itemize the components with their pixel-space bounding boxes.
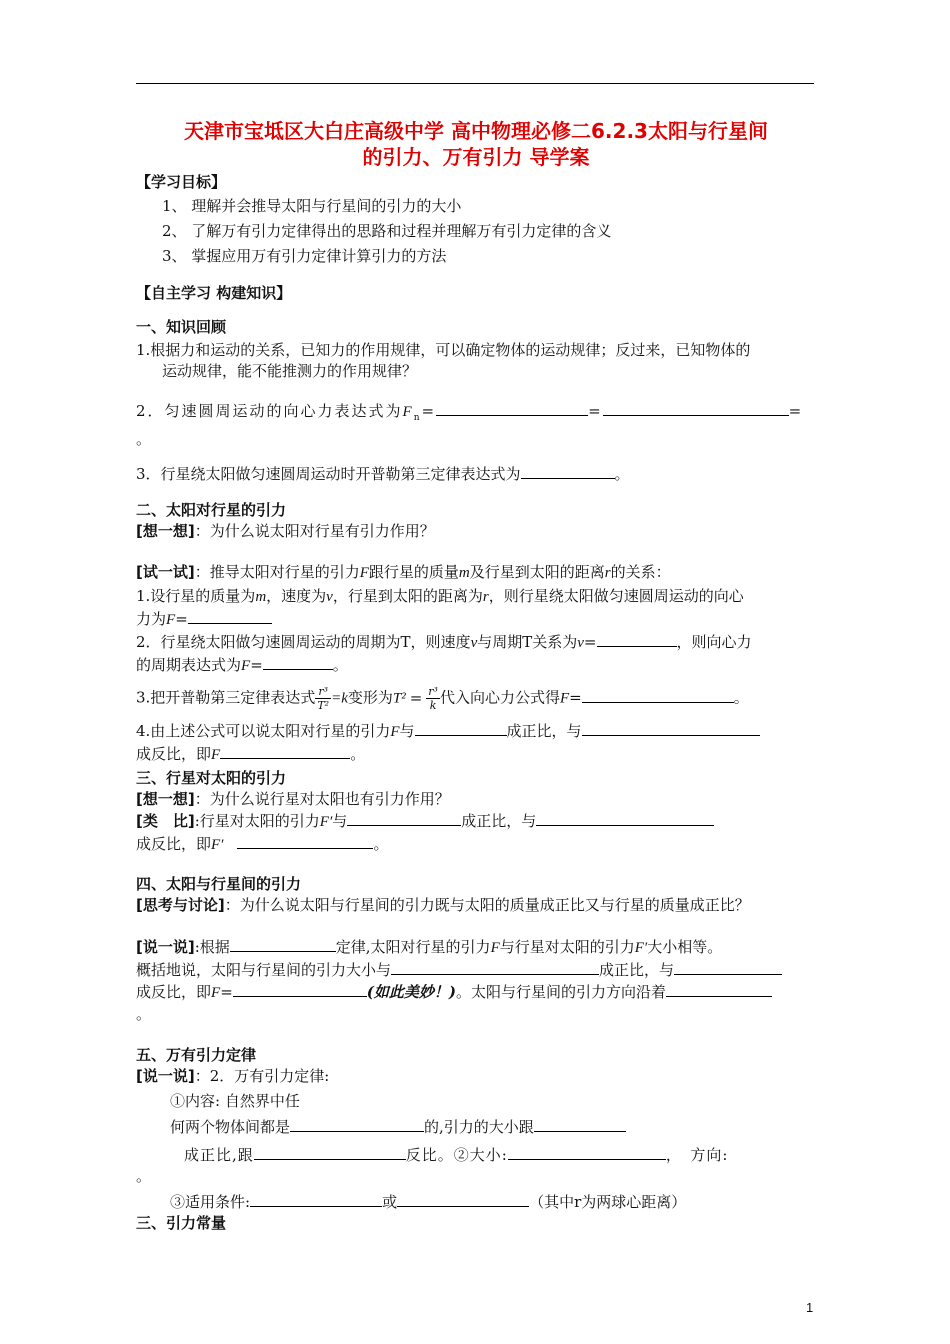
- item-text: 。太阳与行星间的引力方向沿着: [455, 983, 666, 1001]
- answer-blank[interactable]: [220, 743, 350, 759]
- answer-blank[interactable]: [254, 1144, 406, 1160]
- section-1-heading: 一、知识回顾: [136, 318, 227, 336]
- item-text: 成反比，即: [136, 835, 212, 853]
- s1-q3-text: 3．行星绕太阳做匀速圆周运动时开普勒第三定律表达式为: [136, 465, 521, 483]
- item-text: ③适用条件:: [170, 1193, 251, 1211]
- equals-sign: =: [583, 633, 597, 651]
- item-text: 或: [382, 1193, 398, 1211]
- period: 。: [350, 745, 366, 763]
- item-text: ，行星到太阳的距离为: [332, 587, 483, 605]
- item-text: 代入向心力公式得: [439, 688, 560, 707]
- say-label: [说一说]: [136, 938, 195, 956]
- item-text: 成反比，即: [136, 745, 212, 763]
- equals-sign: =: [175, 610, 188, 628]
- answer-blank[interactable]: [597, 631, 677, 647]
- answer-blank[interactable]: [508, 1144, 666, 1160]
- think-label: [想一想]: [136, 790, 195, 808]
- var-f: F: [241, 658, 251, 674]
- wow-remark: (如此美妙！): [366, 983, 456, 1001]
- answer-blank[interactable]: [347, 810, 461, 826]
- var-f: F: [559, 690, 570, 707]
- period: 。: [614, 465, 630, 483]
- var-v: v: [470, 635, 478, 651]
- s5-content-5: [136, 1191, 816, 1213]
- section-6-heading: 三、引力常量: [136, 1214, 227, 1232]
- var-f-prime: F′: [634, 940, 648, 956]
- goal-item-2: 2、 了解万有引力定律得出的思路和过程并理解万有引力定律的含义: [162, 222, 612, 240]
- fraction-r3-t2: [315, 685, 331, 712]
- worksheet-page: [136, 118, 816, 1234]
- period: 。: [733, 688, 749, 707]
- var-f: F: [211, 747, 221, 763]
- s3-analog-b: [136, 833, 816, 856]
- fraction-denominator: T²: [317, 699, 330, 712]
- fraction-r3-k: [426, 685, 440, 712]
- discuss-label: [思考与讨论]: [136, 896, 225, 914]
- var-f: F: [490, 940, 500, 956]
- var-f-prime: F′: [211, 837, 224, 853]
- try-label: [试一试]: [136, 563, 195, 581]
- s1-q1-line1: 1.根据力和运动的关系，已知力的作用规律，可以确定物体的运动规律；反过来，已知物体的: [136, 341, 751, 359]
- item-text: 4.由上述公式可以说太阳对行星的引力: [136, 722, 391, 740]
- s3-analog: [136, 810, 816, 833]
- s2-item-4b: [136, 743, 816, 766]
- var-f: F: [402, 404, 414, 420]
- answer-blank[interactable]: [233, 981, 367, 997]
- var-v: v: [326, 589, 333, 605]
- say-label: [说一说]: [136, 1067, 195, 1085]
- discuss-text: ：为什么说太阳与行星间的引力既与太阳的质量成正比又与行星的质量成正比？: [224, 896, 750, 914]
- fraction-numerator: r³: [315, 685, 331, 699]
- item-text: 与: [399, 722, 415, 740]
- goal-item-1: 1、 理解并会推导太阳与行星间的引力的大小: [162, 197, 462, 215]
- equals-sign: =: [588, 402, 603, 420]
- item-text: 的,引力的大小跟: [424, 1118, 534, 1136]
- item-text: :根据: [194, 938, 230, 956]
- period: 。: [332, 656, 348, 674]
- s2-item-2b: [136, 654, 816, 677]
- header-rule: [136, 83, 814, 84]
- var-m: m: [255, 589, 267, 605]
- var-k: =k: [331, 690, 348, 707]
- section-2-heading: 二、太阳对行星的引力: [136, 501, 287, 519]
- answer-blank[interactable]: [237, 833, 373, 849]
- section-5-heading: 五、万有引力定律: [136, 1046, 257, 1064]
- try-text: 及行星到太阳的距离: [469, 563, 605, 581]
- var-n-subscript: n: [413, 413, 422, 423]
- answer-blank[interactable]: [290, 1116, 424, 1132]
- answer-blank[interactable]: [521, 463, 615, 479]
- s5-content-3: [136, 1144, 816, 1166]
- answer-blank[interactable]: [188, 608, 272, 624]
- s4-say: [136, 936, 816, 959]
- goals-heading: 【学习目标】: [136, 173, 227, 191]
- page-number: 1: [806, 1300, 814, 1315]
- answer-blank[interactable]: [582, 687, 734, 703]
- item-text: （其中r为两球心距离）: [529, 1193, 687, 1211]
- equals-sign: =: [250, 656, 263, 674]
- item-text: 与行星对太阳的引力: [499, 938, 635, 956]
- s1-q2: [136, 400, 816, 429]
- item-text: ， 方向:: [665, 1146, 729, 1164]
- item-text: 成正比，与: [461, 812, 537, 830]
- think-text: ：为什么说太阳对行星有引力作用？: [194, 522, 435, 540]
- fraction-numerator: r³: [428, 685, 438, 698]
- s5-say: [136, 1066, 816, 1087]
- answer-blank[interactable]: [674, 959, 782, 975]
- analog-label: [类 比]: [136, 812, 195, 830]
- var-f-prime: F′: [319, 814, 333, 830]
- s1-q3: [136, 463, 816, 485]
- equals-sign: =: [220, 983, 233, 1001]
- item-text: 与: [332, 812, 348, 830]
- item-text: ，则向心力: [676, 633, 752, 651]
- item-text: 成反比，即: [136, 983, 212, 1001]
- try-text: 的关系：: [610, 563, 671, 581]
- var-r: r: [604, 565, 611, 581]
- fraction-denominator: k: [429, 699, 437, 712]
- item-text: 与周期T关系为: [477, 633, 578, 651]
- think-text: ：为什么说行星对太阳也有引力作用？: [194, 790, 450, 808]
- goal-item-3: 3、 掌握应用万有引力定律计算引力的方法: [162, 247, 447, 265]
- period: 。: [373, 835, 389, 853]
- answer-blank[interactable]: [582, 720, 760, 736]
- s1-q2-end: 。: [136, 430, 152, 448]
- var-f: F: [211, 985, 221, 1001]
- item-text: ：2．万有引力定律:: [194, 1067, 330, 1085]
- item-text: ，速度为: [266, 587, 327, 605]
- item-text: ，则行星绕太阳做匀速圆周运动的向心: [488, 587, 744, 605]
- think-label: [想一想]: [136, 522, 195, 540]
- answer-blank[interactable]: [436, 400, 588, 416]
- s4-discuss: [136, 895, 816, 916]
- title-line-2: 的引力、万有引力 导学案: [362, 145, 590, 169]
- answer-blank[interactable]: [415, 720, 507, 736]
- item-text: 力为: [136, 610, 167, 628]
- item-text: 3.把开普勒第三定律表达式: [136, 688, 316, 707]
- section-3-heading: 三、行星对太阳的引力: [136, 769, 287, 787]
- answer-blank[interactable]: [603, 400, 789, 416]
- var-f: F: [359, 565, 369, 581]
- item-text: 成正比,跟: [184, 1146, 254, 1164]
- s5-content-1: ①内容: 自然界中任: [170, 1092, 300, 1110]
- s3-think: [136, 789, 816, 810]
- s2-think: [136, 521, 816, 542]
- item-text: 1.设行星的质量为: [136, 587, 256, 605]
- title-line-1: 天津市宝坻区大白庄高级中学 高中物理必修二6.2.3太阳与行星间: [184, 119, 768, 143]
- var-v: v: [577, 635, 584, 651]
- item-text: 变形为: [347, 688, 393, 707]
- item-text: 2．行星绕太阳做匀速圆周运动的周期为T，则速度: [136, 633, 471, 651]
- answer-blank[interactable]: [536, 810, 714, 826]
- equals-sign: =: [788, 402, 804, 420]
- document-title: [136, 118, 816, 170]
- item-text: 反比。②大小:: [405, 1146, 508, 1164]
- equals-sign: =: [569, 688, 582, 707]
- item-text: 成正比，与: [599, 961, 675, 979]
- answer-blank[interactable]: [391, 959, 599, 975]
- var-f: F: [166, 612, 176, 628]
- s2-item-1b: [136, 608, 816, 631]
- item-text: 的周期表达式为: [136, 656, 242, 674]
- answer-blank[interactable]: [263, 654, 333, 670]
- item-text: 成正比，与: [506, 722, 582, 740]
- answer-blank[interactable]: [397, 1191, 529, 1207]
- var-t2: T²: [392, 690, 406, 707]
- item-text: 大小相等。: [647, 938, 723, 956]
- try-text: ：推导太阳对行星的引力: [194, 563, 360, 581]
- s1-q2-text: 2．匀速圆周运动的向心力表达式为: [136, 402, 403, 420]
- var-f: F: [390, 724, 400, 740]
- answer-blank[interactable]: [250, 1191, 382, 1207]
- section-4-heading: 四、太阳与行星间的引力: [136, 875, 302, 893]
- self-study-heading: 【自主学习 构建知识】: [136, 284, 292, 302]
- equals-sign: =: [409, 688, 423, 707]
- var-r: r: [482, 589, 489, 605]
- s1-q1-line2: 运动规律，能不能推测力的作用规律？: [162, 362, 418, 380]
- s4-say-b: [136, 959, 816, 981]
- item-text: :行星对太阳的引力: [194, 812, 320, 830]
- s2-try: [136, 562, 816, 584]
- item-text: 定律,太阳对行星的引力: [335, 938, 491, 956]
- answer-blank[interactable]: [230, 936, 336, 952]
- s2-item-1: [136, 586, 816, 608]
- item-text: 概括地说，太阳与行星间的引力大小与: [136, 961, 392, 979]
- try-text: 跟行星的质量: [368, 563, 459, 581]
- answer-blank[interactable]: [534, 1116, 626, 1132]
- s2-item-3: [136, 685, 816, 712]
- s2-item-4: [136, 720, 816, 743]
- s5-content-2: [136, 1116, 816, 1138]
- s2-item-2: [136, 631, 816, 654]
- item-text: 何两个物体间都是: [170, 1118, 291, 1136]
- var-m: m: [458, 565, 470, 581]
- s5-content-4: 。: [136, 1167, 152, 1185]
- s4-end: 。: [136, 1005, 152, 1023]
- answer-blank[interactable]: [666, 981, 772, 997]
- s4-say-c: [136, 981, 816, 1004]
- equals-sign: =: [421, 402, 437, 420]
